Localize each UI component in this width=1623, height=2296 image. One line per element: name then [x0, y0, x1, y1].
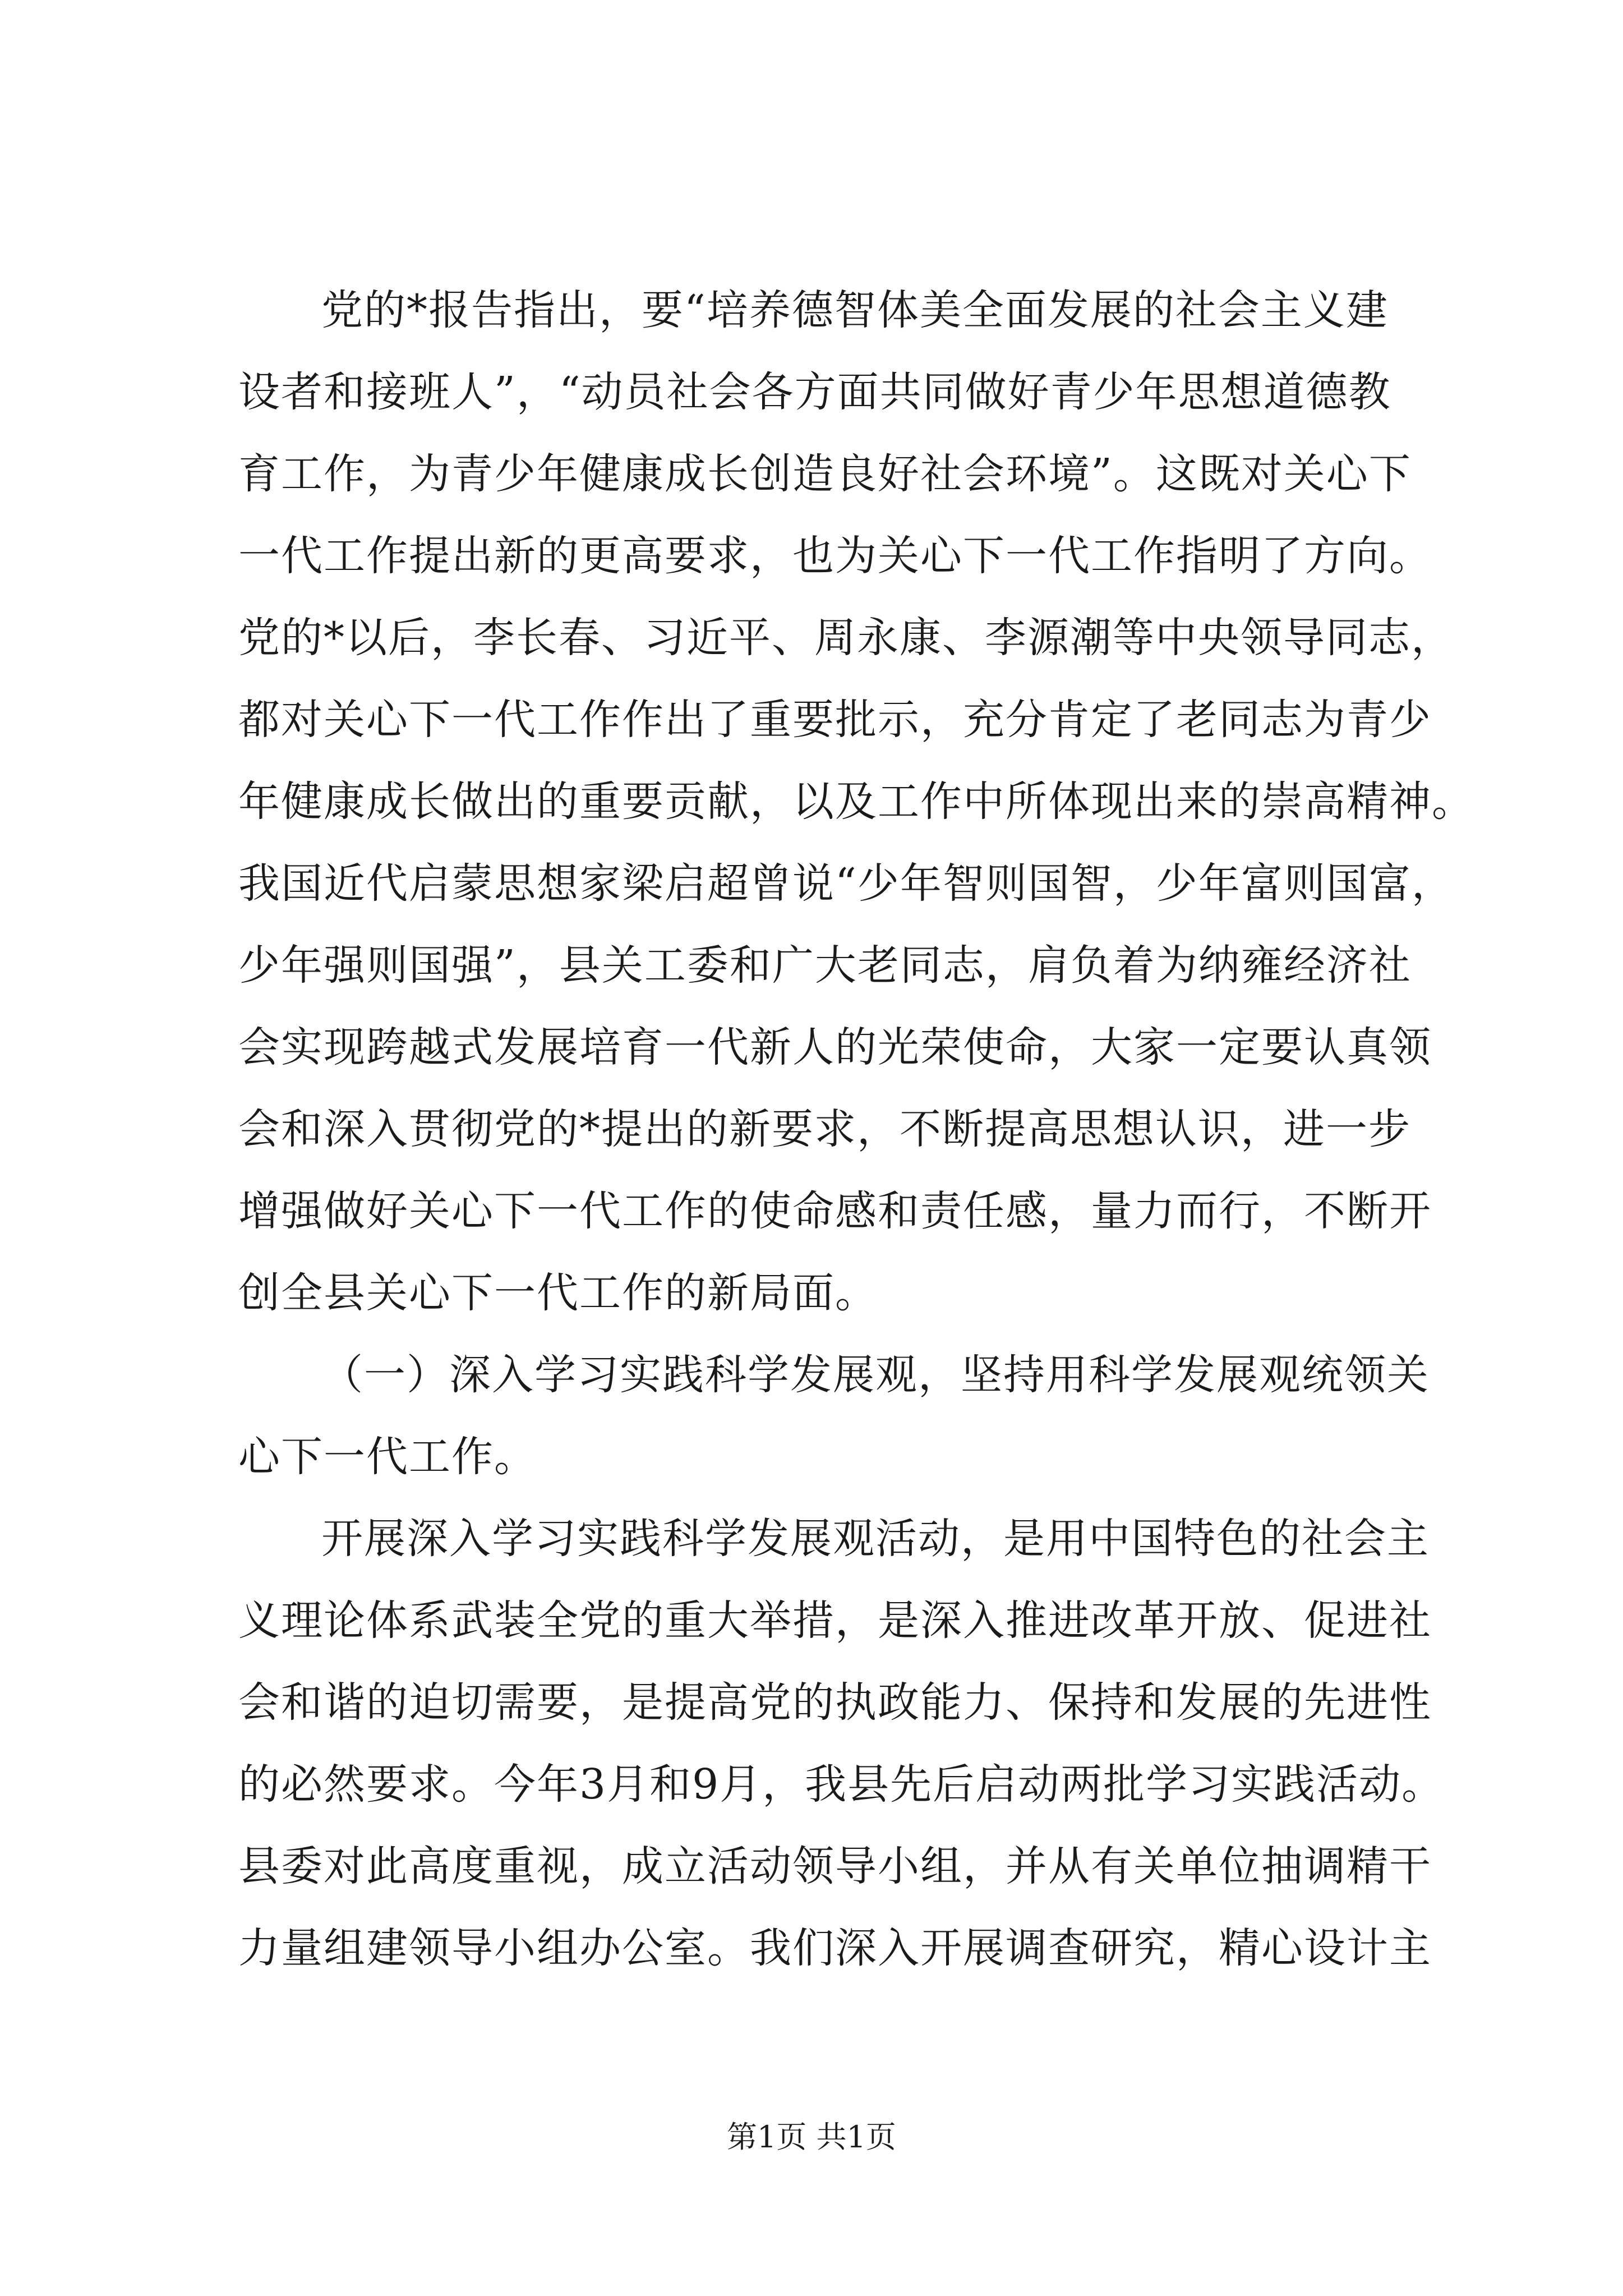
text-line: 都对关心下一代工作作出了重要批示，充分肯定了老同志为青少 [238, 696, 1432, 744]
section-heading-line: 心下一代工作。 [238, 1433, 537, 1481]
text-line: 会实现跨越式发展培育一代新人的光荣使命，大家一定要认真领 [238, 1023, 1432, 1071]
text-line: 义理论体系武装全党的重大举措，是深入推进改革开放、促进社 [238, 1596, 1432, 1645]
text-line: 一代工作提出新的更高要求，也为关心下一代工作指明了方向。 [238, 532, 1432, 580]
section-heading-line: （一）深入学习实践科学发展观，坚持用科学发展观统领关 [321, 1351, 1430, 1399]
text-line: 会和谐的迫切需要，是提高党的执政能力、保持和发展的先进性 [238, 1678, 1432, 1727]
text-line: 的必然要求。今年3月和9月，我县先后启动两批学习实践活动。 [238, 1760, 1445, 1809]
text-line: 力量组建领导小组办公室。我们深入开展调查研究，精心设计主 [238, 1924, 1432, 1972]
text-line: 我国近代启蒙思想家梁启超曾说“少年智则国智，少年富则国富， [238, 859, 1454, 908]
text-line: 开展深入学习实践科学发展观活动，是用中国特色的社会主 [321, 1515, 1430, 1563]
text-line: 设者和接班人”，“动员社会各方面共同做好青少年思想道德教 [238, 368, 1391, 416]
text-line: 少年强则国强”，县关工委和广大老同志，肩负着为纳雍经济社 [238, 941, 1412, 990]
text-line: 创全县关心下一代工作的新局面。 [238, 1269, 878, 1317]
text-line: 会和深入贯彻党的*提出的新要求，不断提高思想认识，进一步 [238, 1105, 1411, 1153]
text-line: 县委对此高度重视，成立活动领导小组，并从有关单位抽调精干 [238, 1842, 1432, 1890]
text-line: 年健康成长做出的重要贡献，以及工作中所体现出来的崇高精神。 [238, 777, 1474, 826]
text-line: 增强做好关心下一代工作的使命感和责任感，量力而行，不断开 [238, 1187, 1432, 1235]
text-line: 党的*以后，李长春、习近平、周永康、李源潮等中央领导同志， [238, 614, 1454, 662]
page-footer [0, 2115, 1623, 2160]
page-number-label: 第1页 共1页 [727, 2119, 896, 2155]
text-line: 育工作，为青少年健康成长创造良好社会环境”。这既对关心下 [238, 450, 1412, 498]
document-body [238, 269, 1474, 1989]
text-line: 党的*报告指出，要“培养德智体美全面发展的社会主义建 [321, 286, 1389, 334]
